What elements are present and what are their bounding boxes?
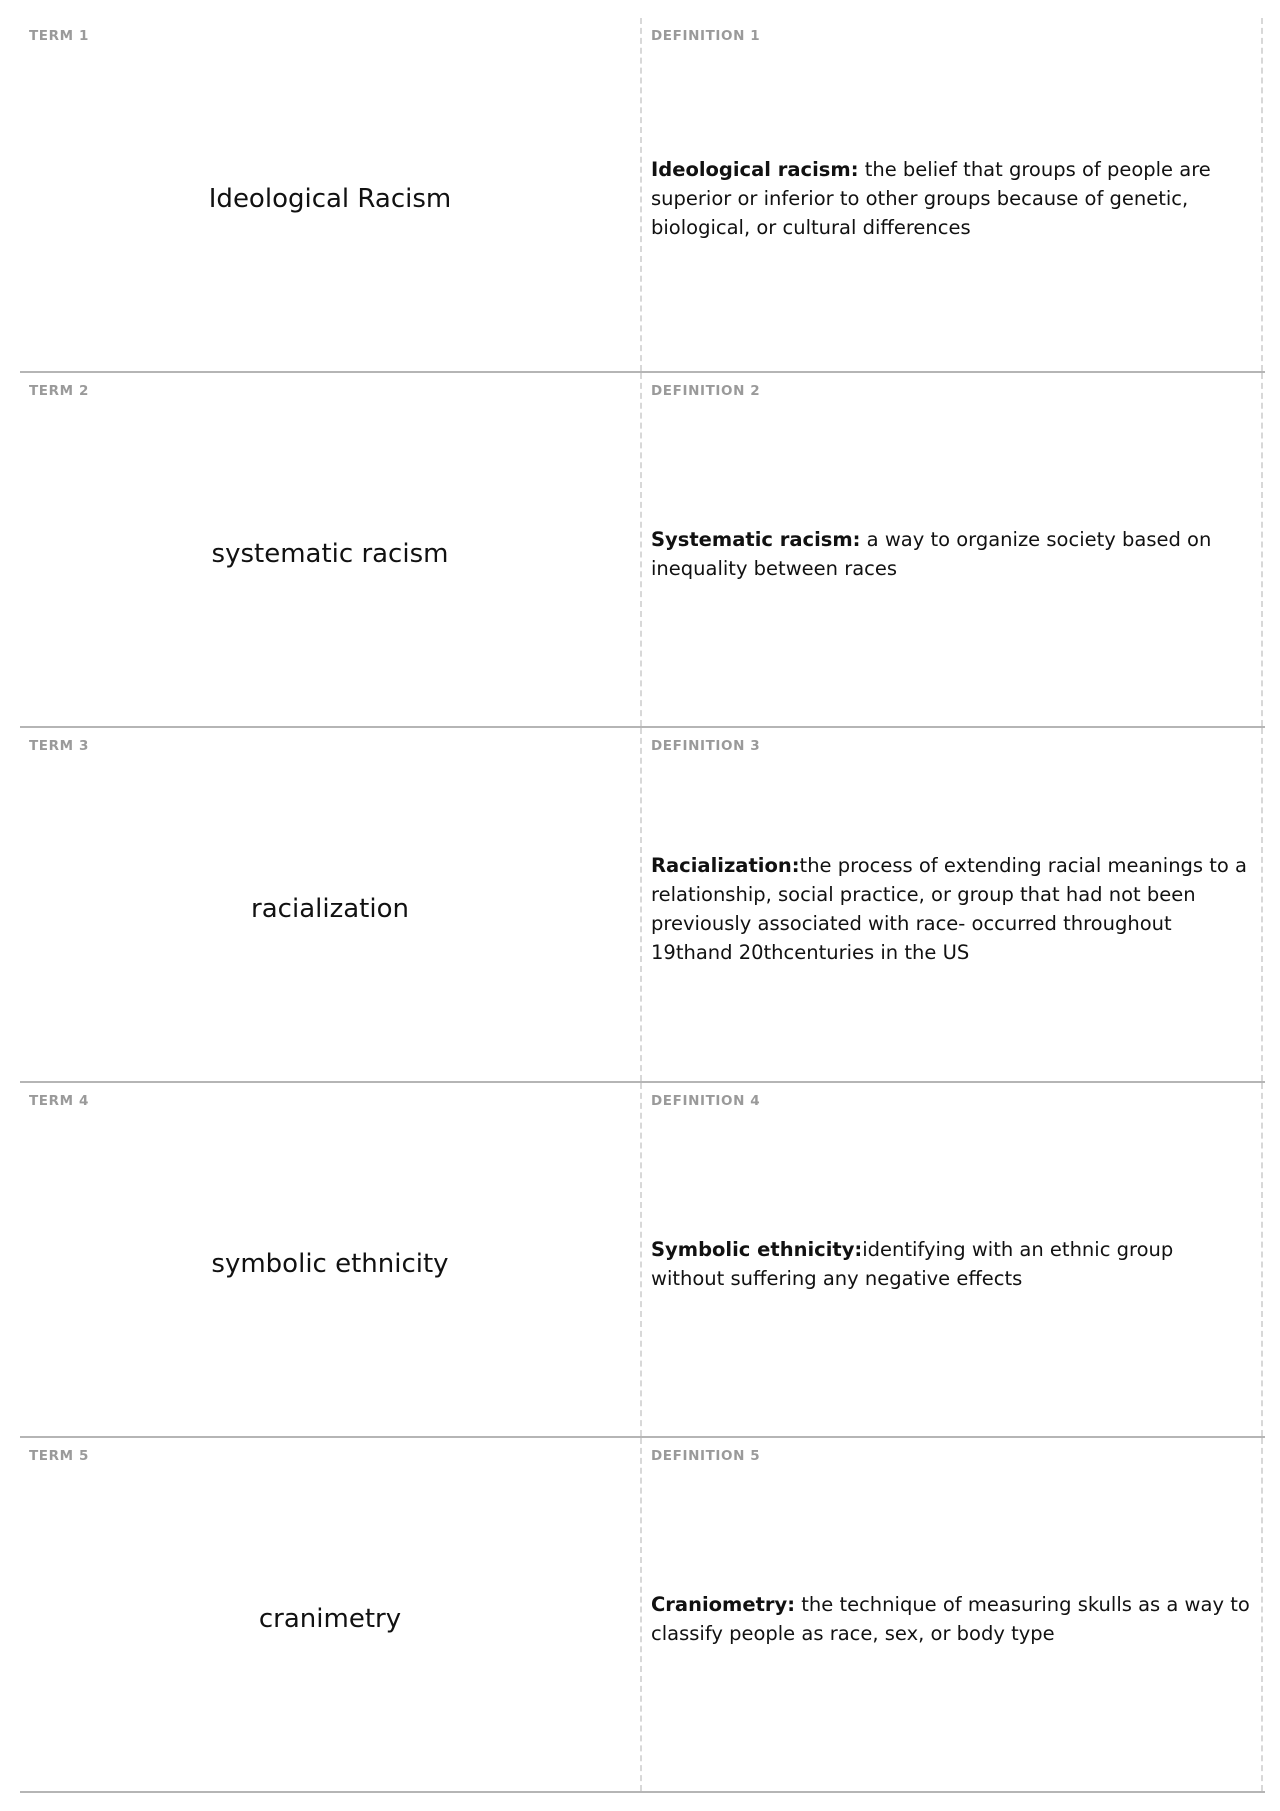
definition-cell (642, 18, 1263, 371)
definition-text: the belief that groups of people are superior or inferior to other groups because of genetic, biological, or cultural differences (651, 158, 1211, 239)
term-cell (20, 373, 642, 726)
definition-text-block (651, 1235, 1251, 1293)
term-label: TERM 3 (29, 738, 89, 754)
definition-cell (642, 728, 1263, 1081)
term-text: systematic racism (211, 538, 449, 569)
definition-body (651, 1083, 1251, 1436)
definition-body (651, 18, 1251, 371)
definition-label: DEFINITION 1 (651, 28, 761, 44)
definition-text-block (651, 851, 1251, 967)
term-text: racialization (251, 893, 409, 924)
definition-cell (642, 1438, 1263, 1791)
definition-heading: Racialization: (651, 853, 800, 877)
definition-cell (642, 373, 1263, 726)
definition-body (651, 728, 1251, 1081)
definition-label: DEFINITION 4 (651, 1093, 761, 1109)
definition-label: DEFINITION 2 (651, 383, 761, 399)
definition-heading: Symbolic ethnicity: (651, 1237, 863, 1261)
term-cell (20, 1438, 642, 1791)
flashcard-row (20, 728, 1265, 1083)
term-label: TERM 5 (29, 1448, 89, 1464)
definition-text: the process of extending racial meanings to a relationship, social practice, or group that had not been previously associated with race- occurred throughout 19thand 20thcenturies in the US (651, 853, 1248, 964)
definition-body (651, 1438, 1251, 1791)
definition-text-block (651, 155, 1251, 242)
definition-body (651, 373, 1251, 726)
term-cell (20, 728, 642, 1081)
definition-label: DEFINITION 3 (651, 738, 761, 754)
term-label: TERM 4 (29, 1093, 89, 1109)
definition-label: DEFINITION 5 (651, 1448, 761, 1464)
term-text: Ideological Racism (208, 183, 452, 214)
definition-text-block (651, 525, 1251, 583)
definition-cell (642, 1083, 1263, 1436)
definition-text: a way to organize society based on inequality between races (651, 527, 1212, 580)
term-cell (20, 1083, 642, 1436)
term-cell (20, 18, 642, 371)
flashcard-row (20, 1438, 1265, 1793)
term-text: cranimetry (258, 1603, 402, 1634)
definition-heading: Ideological racism: (651, 158, 859, 181)
flashcard-row (20, 18, 1265, 373)
term-text: symbolic ethnicity (211, 1248, 449, 1279)
flashcard-sheet (20, 18, 1265, 1793)
flashcard-row (20, 1083, 1265, 1438)
definition-text: the technique of measuring skulls as a way to classify people as race, sex, or body type (651, 1592, 1250, 1645)
flashcard-row (20, 373, 1265, 728)
term-label: TERM 2 (29, 383, 89, 399)
definition-text-block (651, 1590, 1251, 1648)
term-label: TERM 1 (29, 28, 89, 44)
definition-text: identifying with an ethnic group without suffering any negative effects (651, 1237, 1174, 1290)
definition-heading: Craniometry: (651, 1592, 796, 1616)
definition-heading: Systematic racism: (651, 527, 861, 551)
